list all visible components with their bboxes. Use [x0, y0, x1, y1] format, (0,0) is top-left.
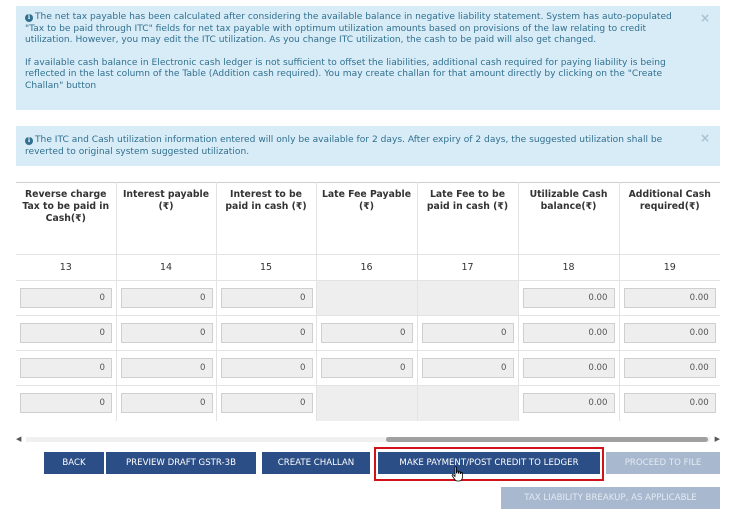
col-header-interest-payable: Interest payable (₹): [116, 183, 216, 255]
proceed-to-file-button[interactable]: PROCEED TO FILE: [606, 452, 720, 474]
col-header-interest-cash: Interest to be paid in cash (₹): [216, 183, 316, 255]
tax-liability-breakup-button[interactable]: TAX LIABILITY BREAKUP, AS APPLICABLE: [501, 487, 720, 509]
close-icon[interactable]: ×: [699, 11, 710, 25]
col-header-reverse-charge: Reverse charge Tax to be paid in Cash(₹): [16, 183, 116, 255]
interest-cash-input[interactable]: 0: [221, 288, 313, 308]
create-challan-button[interactable]: CREATE CHALLAN: [262, 452, 370, 474]
utilization-info-alert: [16, 6, 720, 110]
empty-cell: [417, 281, 518, 316]
alert-text-para2: If available cash balance in Electronic cash ledger is not sufficient to offset the liabilities, additional cash required for paying liability is being reflected in the last column of the Table (Addition cash required). You may create challan for that amount directly by clicking on the "Create Challan" button: [25, 57, 666, 91]
reverse-charge-cash-input[interactable]: 0: [20, 288, 112, 308]
alert-text-para1: The net tax payable has been calculated after considering the available balance in negative liability statement. System has auto-populated "Tax to be paid through ITC" fields for net tax payable with optimum utilization amounts based on provisions of the law relating to credit utilization. However, you may edit the ITC utilization. As you change ITC utilization, the cash to be paid will also get changed.: [25, 12, 672, 46]
highlight-box: [374, 447, 604, 481]
hand-cursor-icon: [451, 466, 465, 482]
table-row: [16, 281, 720, 316]
col-header-late-fee-cash: Late Fee to be paid in cash (₹): [417, 183, 518, 255]
additional-cash-field: 0.00: [624, 358, 716, 378]
close-icon[interactable]: ×: [699, 131, 710, 145]
interest-payable-input[interactable]: 0: [121, 323, 213, 343]
table-row: [16, 316, 720, 351]
scroll-right-icon[interactable]: ▶: [714, 435, 720, 443]
table-row: [16, 386, 720, 421]
info-icon: i: [25, 14, 33, 22]
empty-cell: [316, 386, 417, 421]
reverse-charge-cash-input[interactable]: 0: [20, 393, 112, 413]
expiry-info-alert: [16, 126, 720, 166]
column-number: 19: [619, 255, 720, 281]
column-number: 13: [16, 255, 116, 281]
utilizable-cash-field: 0.00: [523, 393, 615, 413]
additional-cash-field: 0.00: [624, 393, 716, 413]
column-number: 14: [116, 255, 216, 281]
column-number: 15: [216, 255, 316, 281]
empty-cell: [316, 281, 417, 316]
reverse-charge-cash-input[interactable]: 0: [20, 358, 112, 378]
interest-payable-input[interactable]: 0: [121, 393, 213, 413]
col-header-late-fee-payable: Late Fee Payable (₹): [316, 183, 417, 255]
utilizable-cash-field: 0.00: [523, 288, 615, 308]
column-number: 16: [316, 255, 417, 281]
empty-cell: [417, 386, 518, 421]
interest-cash-input[interactable]: 0: [221, 393, 313, 413]
late-fee-cash-input[interactable]: 0: [422, 358, 514, 378]
make-payment-button[interactable]: MAKE PAYMENT/POST CREDIT TO LEDGER: [378, 452, 600, 474]
additional-cash-field: 0.00: [624, 323, 716, 343]
interest-payable-input[interactable]: 0: [121, 288, 213, 308]
late-fee-payable-input[interactable]: 0: [321, 323, 413, 343]
horizontal-scrollbar[interactable]: [16, 434, 720, 444]
interest-cash-input[interactable]: 0: [221, 358, 313, 378]
late-fee-cash-input[interactable]: 0: [422, 323, 514, 343]
column-number: 18: [518, 255, 619, 281]
scroll-left-icon[interactable]: ◀: [16, 435, 22, 443]
preview-draft-button[interactable]: PREVIEW DRAFT GSTR-3B: [106, 452, 256, 474]
col-header-additional-cash: Additional Cash required(₹): [619, 183, 720, 255]
column-number: 17: [417, 255, 518, 281]
interest-payable-input[interactable]: 0: [121, 358, 213, 378]
payment-table: [16, 182, 720, 421]
reverse-charge-cash-input[interactable]: 0: [20, 323, 112, 343]
table-row: [16, 351, 720, 386]
utilizable-cash-field: 0.00: [523, 358, 615, 378]
utilizable-cash-field: 0.00: [523, 323, 615, 343]
late-fee-payable-input[interactable]: 0: [321, 358, 413, 378]
back-button[interactable]: BACK: [44, 452, 104, 474]
col-header-utilizable-cash: Utilizable Cash balance(₹): [518, 183, 619, 255]
additional-cash-field: 0.00: [624, 288, 716, 308]
scroll-thumb[interactable]: [386, 437, 708, 442]
info-icon: i: [25, 137, 33, 145]
interest-cash-input[interactable]: 0: [221, 323, 313, 343]
alert-text-expiry: The ITC and Cash utilization information entered will only be available for 2 days. After expiry of 2 days, the suggested utilization shall be reverted to original system suggested utilization.: [25, 135, 663, 157]
